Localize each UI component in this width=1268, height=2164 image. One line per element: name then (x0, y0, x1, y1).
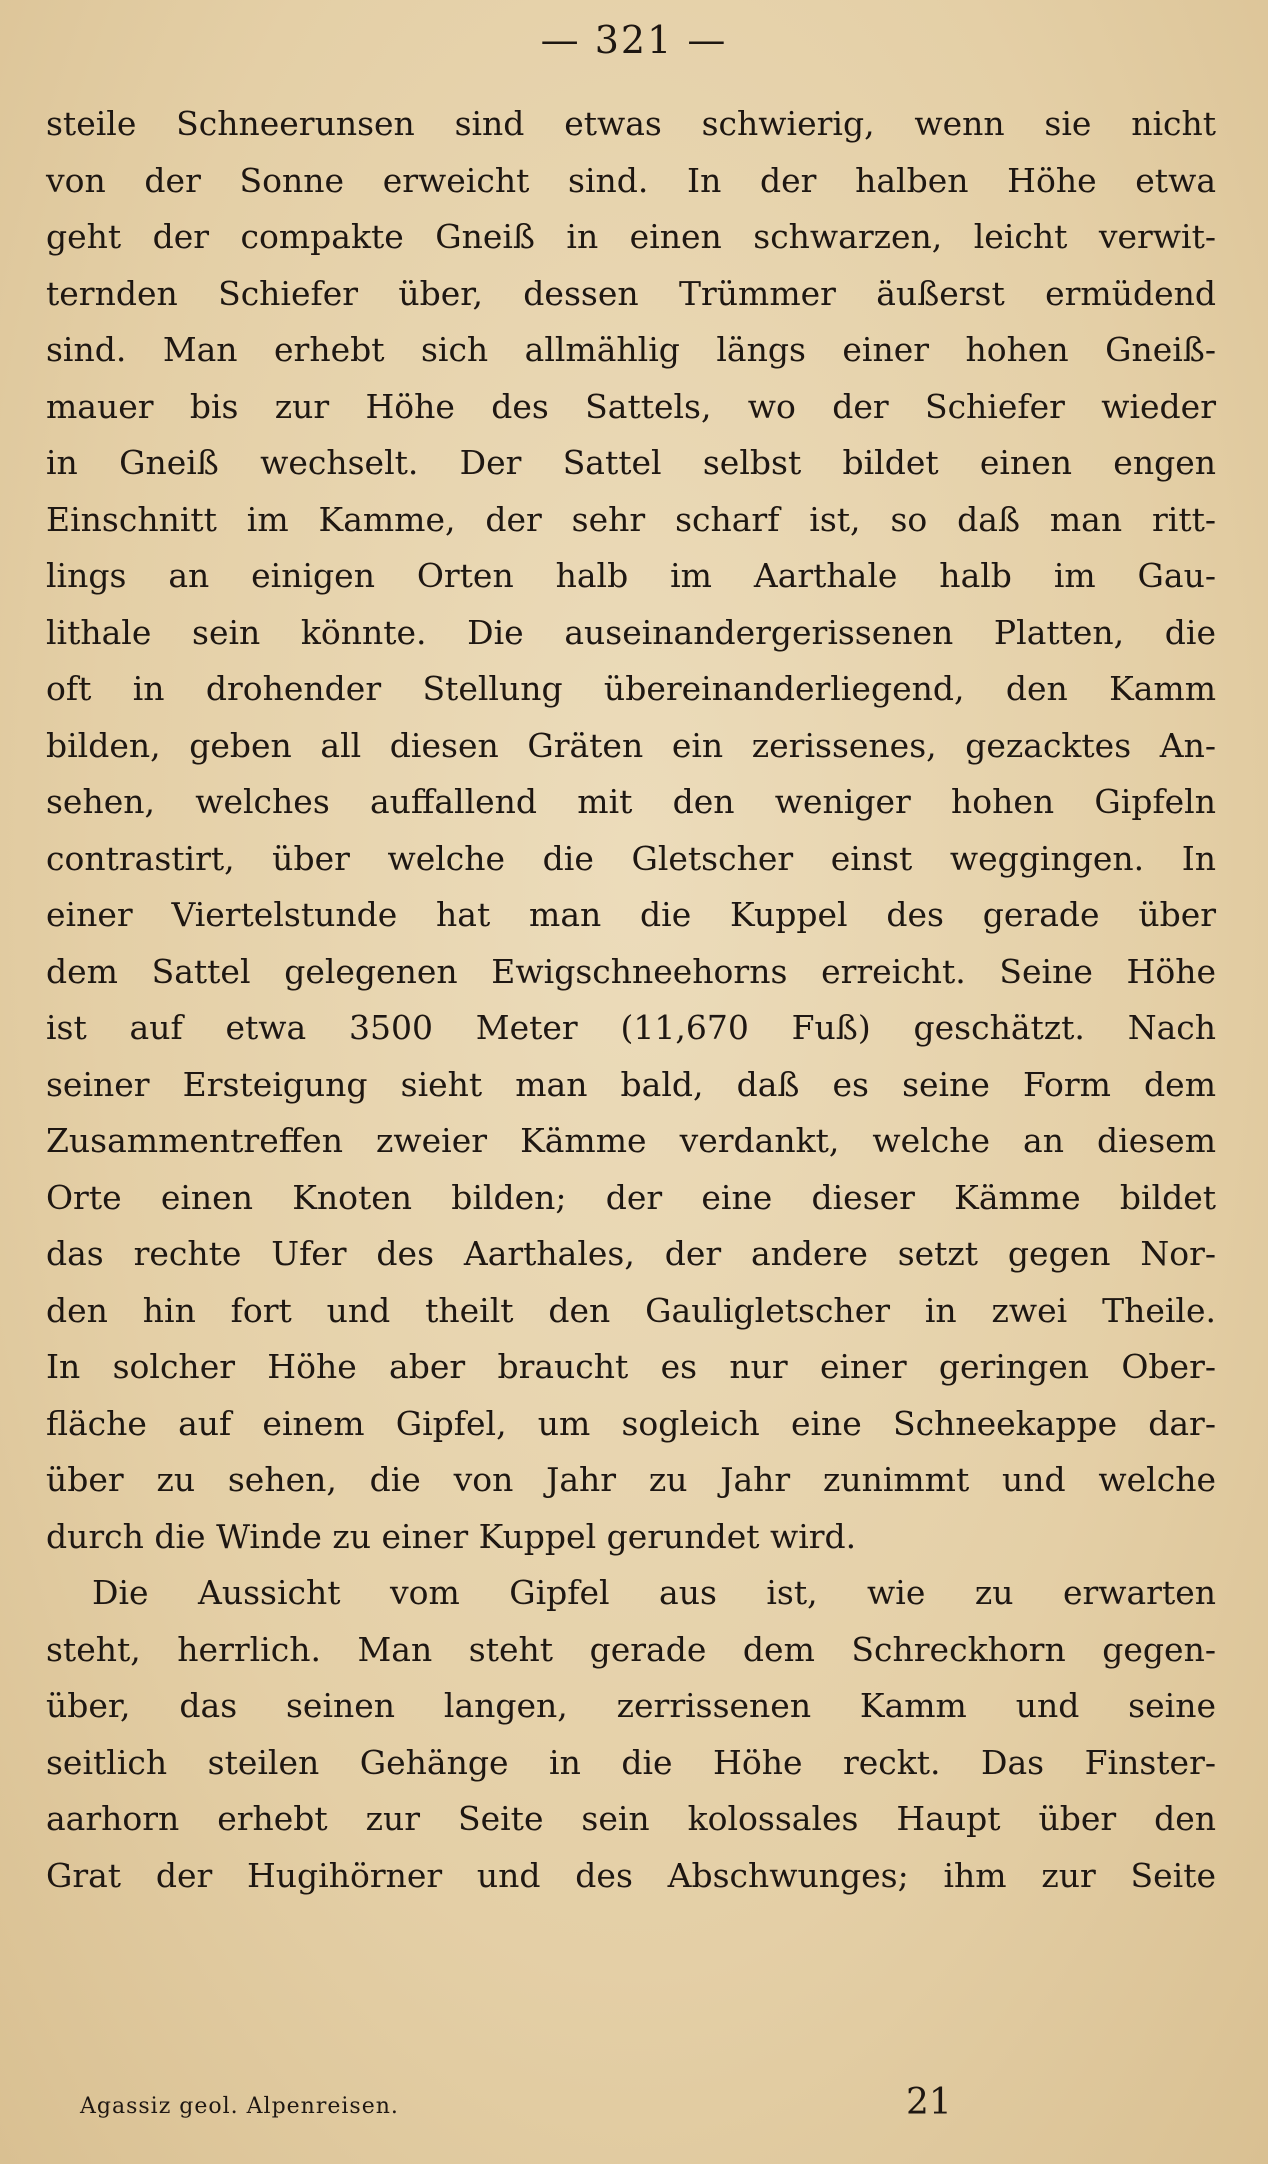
text-line: geht der compakte Gneiß in einen schwarzen, leicht verwit- (46, 217, 1216, 256)
text-line: seiner Ersteigung sieht man bald, daß es seine Form dem (46, 1064, 1216, 1104)
text-line: mauer bis zur Höhe des Sattels, wo der Schiefer wieder (46, 386, 1216, 426)
paragraph-last-line: durch die Winde zu einer Kuppel gerundet wird. (46, 1516, 857, 1556)
text-line: sind. Man erhebt sich allmählig längs einer hohen Gneiß- (46, 330, 1216, 369)
text-line: fläche auf einem Gipfel, um sogleich eine Schneekappe dar- (46, 1403, 1216, 1443)
text-line: in Gneiß wechselt. Der Sattel selbst bildet einen engen (46, 443, 1216, 482)
text-line: steile Schneerunsen sind etwas schwierig, wenn sie nicht (46, 104, 1216, 143)
text-line: einer Viertelstunde hat man die Kuppel des gerade über (46, 895, 1216, 934)
text-line: über zu sehen, die von Jahr zu Jahr zunimmt und welche (46, 1460, 1216, 1499)
text-line: steht, herrlich. Man steht gerade dem Schreckhorn gegen- (46, 1629, 1216, 1669)
text-line: sehen, welches auffallend mit den weniger hohen Gipfeln (46, 782, 1216, 821)
text-line: dem Sattel gelegenen Ewigschneehorns erreicht. Seine Höhe (46, 951, 1216, 991)
text-line: Orte einen Knoten bilden; der eine dieser Kämme bildet (46, 1177, 1216, 1217)
text-line: Zusammentreffen zweier Kämme verdankt, welche an diesem (46, 1121, 1216, 1160)
text-line: aarhorn erhebt zur Seite sein kolossales Haupt über den (46, 1799, 1216, 1838)
text-line: das rechte Ufer des Aarthales, der andere setzt gegen Nor- (46, 1234, 1216, 1273)
paragraph-first-line: Die Aussicht vom Gipfel aus ist, wie zu erwarten (92, 1573, 1216, 1612)
text-line: oft in drohender Stellung übereinanderliegend, den Kamm (46, 669, 1216, 708)
text-line: lings an einigen Orten halb im Aarthale halb im Gau- (46, 556, 1216, 595)
text-line: seitlich steilen Gehänge in die Höhe reckt. Das Finster- (46, 1742, 1216, 1782)
page-footer (80, 2082, 1180, 2132)
text-line: den hin fort und theilt den Gauligletscher in zwei Theile. (46, 1290, 1216, 1330)
text-line: von der Sonne erweicht sind. In der halben Höhe etwa (46, 160, 1216, 200)
text-line: Einschnitt im Kamme, der sehr scharf ist, so daß man ritt- (46, 499, 1216, 539)
text-line: ternden Schiefer über, dessen Trümmer äußerst ermüdend (46, 273, 1216, 313)
text-line: über, das seinen langen, zerrissenen Kamm und seine (46, 1686, 1216, 1725)
body-text (46, 96, 1216, 1904)
page-number: — 321 — (540, 18, 728, 62)
text-line: lithale sein könnte. Die auseinandergerissenen Platten, die (46, 612, 1216, 652)
text-line: bilden, geben all diesen Gräten ein zerissenes, gezacktes An- (46, 725, 1216, 765)
printer-signature: Agassiz geol. Alpenreisen. (80, 2094, 399, 2119)
signature-number: 21 (906, 2082, 952, 2123)
text-line: Grat der Hugihörner und des Abschwunges; ihm zur Seite (46, 1855, 1216, 1895)
text-line: contrastirt, über welche die Gletscher einst weggingen. In (46, 838, 1216, 878)
text-line: In solcher Höhe aber braucht es nur einer geringen Ober- (46, 1347, 1216, 1386)
text-line: ist auf etwa 3500 Meter (11,670 Fuß) geschätzt. Nach (46, 1008, 1216, 1047)
